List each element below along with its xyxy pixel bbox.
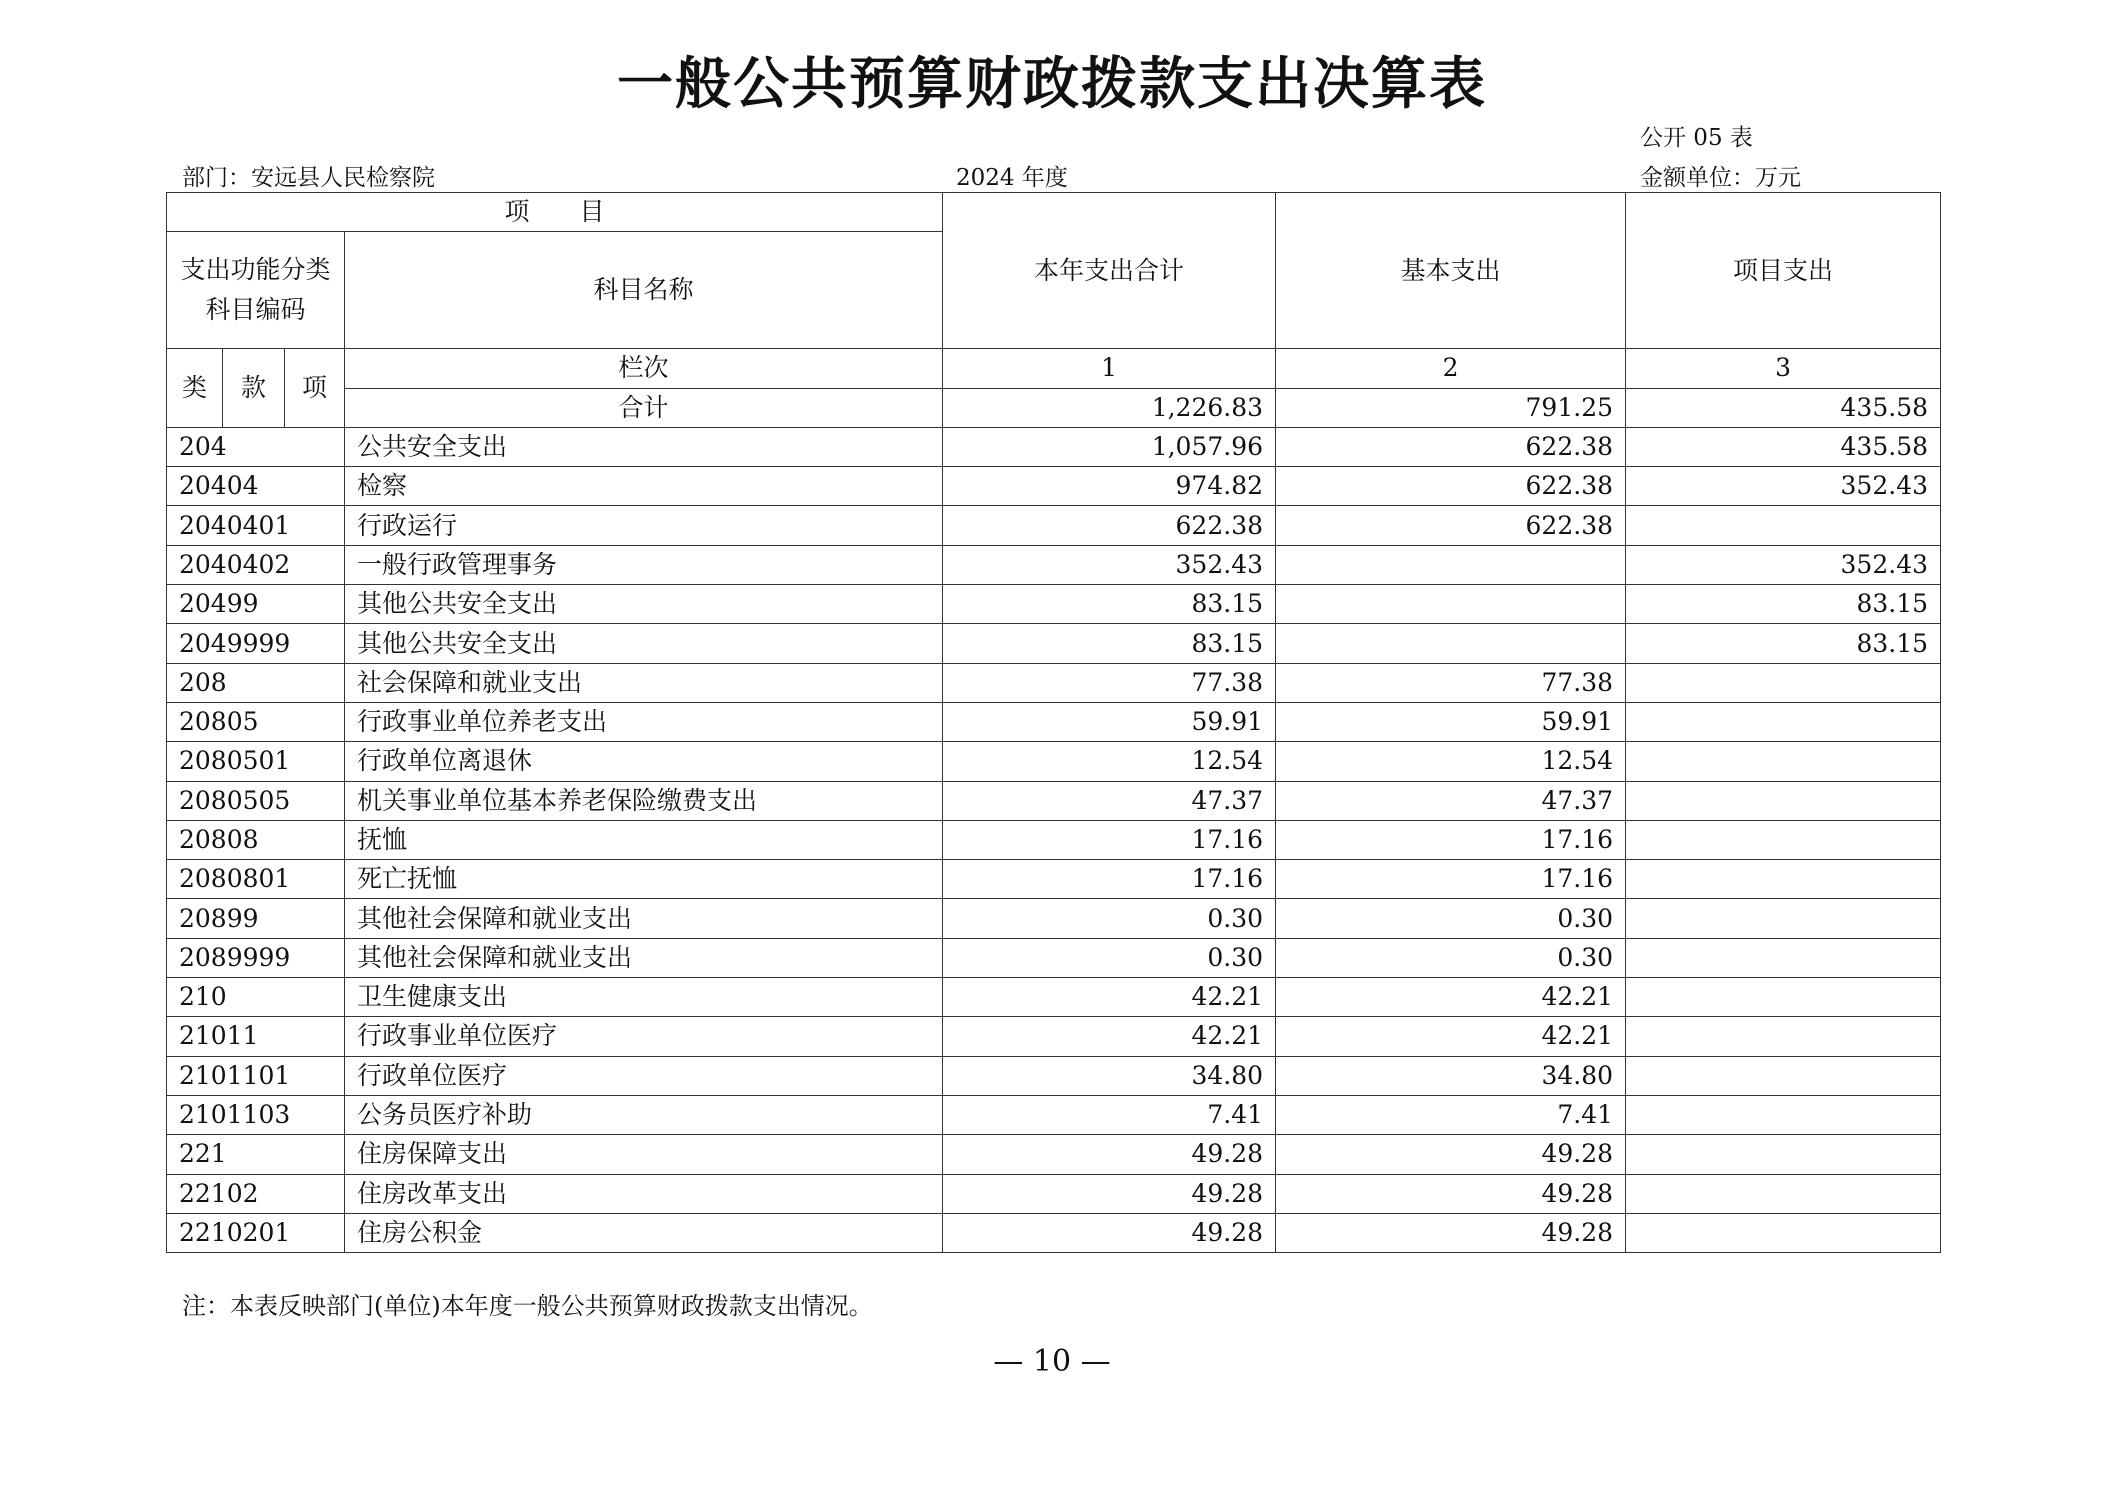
row-project xyxy=(1626,1095,1941,1134)
row-code: 2080505 xyxy=(167,781,345,820)
row-code: 2080501 xyxy=(167,742,345,781)
row-project: 435.58 xyxy=(1626,427,1941,466)
row-total: 49.28 xyxy=(943,1213,1276,1252)
row-basic xyxy=(1276,585,1626,624)
row-name: 住房保障支出 xyxy=(345,1135,943,1174)
row-total: 974.82 xyxy=(943,467,1276,506)
row-total: 0.30 xyxy=(943,938,1276,977)
table-row xyxy=(167,1174,1941,1213)
page-number: — 10 — xyxy=(993,1344,1111,1379)
row-code: 20499 xyxy=(167,585,345,624)
row-basic: 7.41 xyxy=(1276,1095,1626,1134)
amount-unit: 金额单位：万元 xyxy=(1640,165,1801,191)
row-name: 住房公积金 xyxy=(345,1213,943,1252)
row-basic: 77.38 xyxy=(1276,663,1626,702)
row-total: 42.21 xyxy=(943,978,1276,1017)
row-basic: 49.28 xyxy=(1276,1174,1626,1213)
row-name: 行政运行 xyxy=(345,506,943,545)
table-row xyxy=(167,663,1941,702)
column-number-3: 3 xyxy=(1626,349,1941,388)
row-total: 1,057.96 xyxy=(943,427,1276,466)
row-code: 2210201 xyxy=(167,1213,345,1252)
row-basic: 0.30 xyxy=(1276,938,1626,977)
header-code-column: 支出功能分类科目编码 xyxy=(167,232,345,349)
table-row xyxy=(167,1135,1941,1174)
table-row xyxy=(167,978,1941,1017)
row-name: 其他社会保障和就业支出 xyxy=(345,938,943,977)
row-name: 行政单位离退休 xyxy=(345,742,943,781)
row-code: 2040401 xyxy=(167,506,345,545)
row-code: 208 xyxy=(167,663,345,702)
total-amount: 1,226.83 xyxy=(943,388,1276,427)
row-project xyxy=(1626,1213,1941,1252)
row-code: 2080801 xyxy=(167,860,345,899)
row-basic: 17.16 xyxy=(1276,860,1626,899)
row-code: 2089999 xyxy=(167,938,345,977)
header-project-expenditure: 项目支出 xyxy=(1626,193,1941,349)
row-total: 622.38 xyxy=(943,506,1276,545)
fiscal-year: 2024 年度 xyxy=(956,165,1068,191)
row-code: 20899 xyxy=(167,899,345,938)
row-name: 一般行政管理事务 xyxy=(345,545,943,584)
row-project: 352.43 xyxy=(1626,467,1941,506)
row-project xyxy=(1626,1135,1941,1174)
row-name: 其他公共安全支出 xyxy=(345,624,943,663)
row-project xyxy=(1626,781,1941,820)
total-basic: 791.25 xyxy=(1276,388,1626,427)
row-total: 352.43 xyxy=(943,545,1276,584)
row-project xyxy=(1626,1017,1941,1056)
row-code: 21011 xyxy=(167,1017,345,1056)
row-total: 83.15 xyxy=(943,624,1276,663)
table-row xyxy=(167,1213,1941,1252)
header-kuan: 款 xyxy=(223,349,285,428)
row-total: 17.16 xyxy=(943,820,1276,859)
row-code: 20808 xyxy=(167,820,345,859)
row-code: 22102 xyxy=(167,1174,345,1213)
row-project: 83.15 xyxy=(1626,585,1941,624)
table-row xyxy=(167,506,1941,545)
row-basic: 49.28 xyxy=(1276,1135,1626,1174)
row-project xyxy=(1626,1174,1941,1213)
table-row xyxy=(167,781,1941,820)
row-name: 行政事业单位医疗 xyxy=(345,1017,943,1056)
total-row xyxy=(167,388,1941,427)
row-basic: 0.30 xyxy=(1276,899,1626,938)
row-total: 7.41 xyxy=(943,1095,1276,1134)
row-basic: 17.16 xyxy=(1276,820,1626,859)
row-name: 行政事业单位养老支出 xyxy=(345,702,943,741)
header-basic-expenditure: 基本支出 xyxy=(1276,193,1626,349)
department-label: 部门：安远县人民检察院 xyxy=(182,165,435,191)
row-project xyxy=(1626,663,1941,702)
row-project xyxy=(1626,820,1941,859)
row-code: 2049999 xyxy=(167,624,345,663)
row-code: 2040402 xyxy=(167,545,345,584)
row-basic xyxy=(1276,624,1626,663)
row-total: 47.37 xyxy=(943,781,1276,820)
table-row xyxy=(167,938,1941,977)
row-name: 住房改革支出 xyxy=(345,1174,943,1213)
row-name: 死亡抚恤 xyxy=(345,860,943,899)
row-project: 352.43 xyxy=(1626,545,1941,584)
row-basic: 622.38 xyxy=(1276,506,1626,545)
row-project xyxy=(1626,702,1941,741)
row-code: 210 xyxy=(167,978,345,1017)
row-name: 社会保障和就业支出 xyxy=(345,663,943,702)
document-title: 一般公共预算财政拨款支出决算表 xyxy=(617,52,1487,117)
row-code: 2101101 xyxy=(167,1056,345,1095)
row-project xyxy=(1626,938,1941,977)
table-row xyxy=(167,1017,1941,1056)
row-name: 公共安全支出 xyxy=(345,427,943,466)
header-lanci: 栏次 xyxy=(345,349,943,388)
row-name: 其他公共安全支出 xyxy=(345,585,943,624)
table-row xyxy=(167,1056,1941,1095)
table-row xyxy=(167,545,1941,584)
table-row xyxy=(167,427,1941,466)
row-total: 12.54 xyxy=(943,742,1276,781)
row-total: 59.91 xyxy=(943,702,1276,741)
table-note: 注：本表反映部门(单位)本年度一般公共预算财政拨款支出情况。 xyxy=(182,1292,873,1320)
row-total: 42.21 xyxy=(943,1017,1276,1056)
row-name: 卫生健康支出 xyxy=(345,978,943,1017)
table-row xyxy=(167,1095,1941,1134)
row-project xyxy=(1626,742,1941,781)
row-total: 83.15 xyxy=(943,585,1276,624)
row-project xyxy=(1626,978,1941,1017)
form-number: 公开 05 表 xyxy=(1640,125,1753,151)
header-name-column: 科目名称 xyxy=(345,232,943,349)
row-project: 83.15 xyxy=(1626,624,1941,663)
table-row xyxy=(167,899,1941,938)
column-number-1: 1 xyxy=(943,349,1276,388)
table-row xyxy=(167,624,1941,663)
row-basic xyxy=(1276,545,1626,584)
row-basic: 47.37 xyxy=(1276,781,1626,820)
total-label: 合计 xyxy=(345,388,943,427)
header-item: 项 目 xyxy=(167,193,943,232)
row-basic: 49.28 xyxy=(1276,1213,1626,1252)
row-basic: 59.91 xyxy=(1276,702,1626,741)
expenditure-table xyxy=(166,192,1941,1253)
row-name: 公务员医疗补助 xyxy=(345,1095,943,1134)
row-name: 其他社会保障和就业支出 xyxy=(345,899,943,938)
row-total: 77.38 xyxy=(943,663,1276,702)
row-name: 检察 xyxy=(345,467,943,506)
row-basic: 34.80 xyxy=(1276,1056,1626,1095)
row-name: 机关事业单位基本养老保险缴费支出 xyxy=(345,781,943,820)
table-row xyxy=(167,820,1941,859)
row-basic: 622.38 xyxy=(1276,467,1626,506)
row-name: 抚恤 xyxy=(345,820,943,859)
row-total: 0.30 xyxy=(943,899,1276,938)
header-lei: 类 xyxy=(167,349,223,428)
row-code: 204 xyxy=(167,427,345,466)
table-row xyxy=(167,467,1941,506)
row-basic: 42.21 xyxy=(1276,978,1626,1017)
row-code: 20404 xyxy=(167,467,345,506)
table-row xyxy=(167,860,1941,899)
row-total: 34.80 xyxy=(943,1056,1276,1095)
row-basic: 622.38 xyxy=(1276,427,1626,466)
row-total: 49.28 xyxy=(943,1174,1276,1213)
row-project xyxy=(1626,1056,1941,1095)
table-row xyxy=(167,702,1941,741)
header-total-expenditure: 本年支出合计 xyxy=(943,193,1276,349)
row-total: 49.28 xyxy=(943,1135,1276,1174)
row-code: 2101103 xyxy=(167,1095,345,1134)
row-code: 20805 xyxy=(167,702,345,741)
column-number-2: 2 xyxy=(1276,349,1626,388)
row-total: 17.16 xyxy=(943,860,1276,899)
total-project: 435.58 xyxy=(1626,388,1941,427)
header-xiang: 项 xyxy=(285,349,345,428)
row-code: 221 xyxy=(167,1135,345,1174)
row-project xyxy=(1626,899,1941,938)
row-basic: 42.21 xyxy=(1276,1017,1626,1056)
row-name: 行政单位医疗 xyxy=(345,1056,943,1095)
table-row xyxy=(167,585,1941,624)
table-row xyxy=(167,742,1941,781)
row-project xyxy=(1626,506,1941,545)
row-project xyxy=(1626,860,1941,899)
row-basic: 12.54 xyxy=(1276,742,1626,781)
